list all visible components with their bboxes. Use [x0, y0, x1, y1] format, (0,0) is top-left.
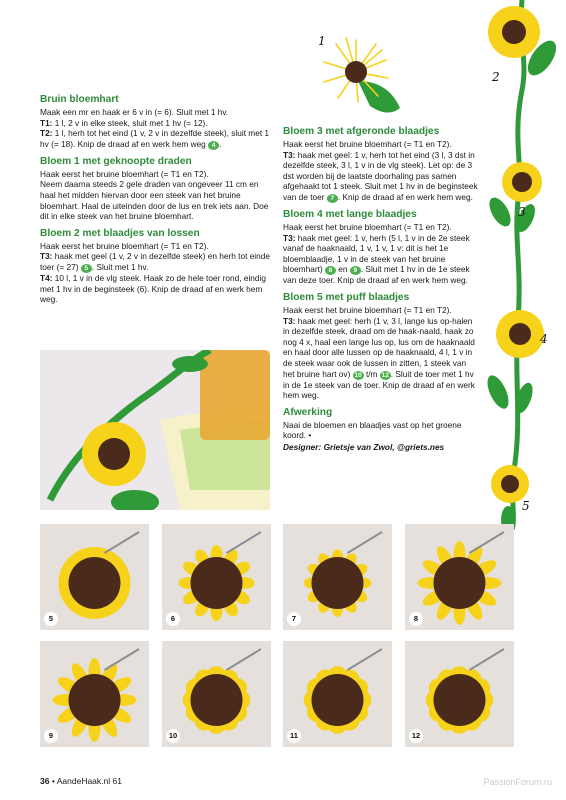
step-photo-number: 11 — [287, 729, 301, 743]
step-number-badge: 7 — [327, 194, 338, 203]
instruction-text: 10 l, 1 v in de vlg steek. Haak zo de hele toer rond, eindig met 1 hv in de beginsteek (6). Knip de draad af en werk hem weg. — [40, 272, 266, 305]
instruction-text: Neem daarna steeds 2 gele draden van ongeveer 11 cm en haal het midden hiervan door een steek van het bruine bloemhart. Haal de uiteinden door de lus en trek iets aan. Doe dit in elke steek van het bruine bloemhart. — [40, 179, 269, 222]
step-photo-number: 9 — [44, 729, 58, 743]
instruction-text: . Sluit de toer met 1 hv in de 1e steek van de toer. Knip de draad af en werk hem weg. — [283, 368, 475, 401]
instruction-text: t/m — [363, 368, 380, 379]
page-number: 36 — [40, 776, 50, 786]
instruction-line — [40, 179, 272, 221]
instruction-line — [283, 233, 479, 286]
pattern-section — [283, 126, 479, 203]
instruction-text: . Knip de draad af en werk hem weg. — [337, 191, 473, 202]
instruction-text: Haak eerst het bruine bloemhart (= T1 en T2). — [40, 240, 209, 251]
step-number-badge: 4 — [208, 141, 219, 150]
instruction-text: 1 l, 2 v in elke steek, sluit met 1 hv (= 12). — [52, 117, 208, 128]
instruction-line — [283, 139, 479, 150]
round-label: T3: — [40, 251, 53, 262]
pattern-section — [40, 228, 272, 305]
instruction-line — [40, 169, 272, 180]
designer-credit: Designer: Grietsje van Zwol, @griets.nes — [283, 441, 445, 452]
step-photo — [40, 641, 149, 747]
pattern-section — [283, 407, 479, 441]
step-photo-number: 7 — [287, 612, 301, 626]
step-number-badge: 9 — [350, 266, 361, 275]
footer-bullet: • — [51, 776, 55, 786]
section-title: Bloem 2 met blaadjes van lossen — [40, 227, 200, 239]
step-number-badge: 10 — [354, 371, 362, 379]
coaster-photo — [40, 350, 270, 510]
instruction-line — [40, 128, 272, 150]
instruction-line — [40, 273, 272, 305]
magazine-name: AandeHaak.nl 61 — [56, 776, 122, 786]
instruction-text: en — [335, 264, 350, 275]
watermark: PassionForum.ru — [483, 777, 552, 787]
round-label: T3: — [283, 315, 296, 326]
right-column — [283, 126, 479, 452]
round-label: T2: — [40, 128, 53, 139]
instruction-line — [283, 150, 479, 203]
instruction-text: . Sluit met 1 hv in de 1e steek van deze toer. Knip de draad af en werk hem weg. — [283, 264, 470, 286]
step-photo — [162, 641, 271, 747]
step-photo — [405, 524, 514, 630]
step-photo-number: 6 — [166, 612, 180, 626]
instruction-text: haak met geel: 1 v, herh (5 l, 1 v in de 2e steek vanaf de haaknaald, 1 v, 1 v, 1 v: dit is het 1e bloemblaadje, 1 v in de steek van het bruine bloemhart) — [283, 232, 470, 275]
instruction-line — [283, 222, 479, 233]
section-title: Bloem 1 met geknoopte draden — [40, 155, 192, 167]
instruction-line — [40, 241, 272, 252]
instruction-text: Haak eerst het bruine bloemhart (= T1 en T2). — [283, 304, 452, 315]
instruction-line — [283, 305, 479, 316]
round-label: T1: — [40, 117, 53, 128]
instruction-line — [40, 118, 272, 129]
round-label: T3: — [283, 149, 296, 160]
step-photo — [405, 641, 514, 747]
flower-number-4: 4 — [540, 332, 548, 346]
step-photo-number: 12 — [409, 729, 423, 743]
step-number-badge: 8 — [325, 266, 336, 275]
instruction-text: haak met geel: herh (1 v, 3 l, lange lus op-halen in dezelfde steek, draad om de haak-naald, haak zo nog 4 x, haal een lange lus op, lus om de haaknaald en haal door alle lussen op de haaknaald, 4 l, 1 v in de steek waar ook de lussen in zitten, 1 steek van het bruine hart ov) — [283, 315, 475, 379]
step-photo — [40, 524, 149, 630]
step-number-badge: 12 — [381, 371, 389, 379]
flower-1-photo — [318, 36, 408, 118]
step-photo-number: 5 — [44, 612, 58, 626]
flower-number-1: 1 — [318, 34, 326, 48]
instruction-text: 1 l, herh tot het eind (1 v, 2 v in dezelfde steek), sluit met 1 hv (= 18). Knip de draad af en werk hem weg — [40, 128, 270, 149]
pattern-section — [283, 209, 479, 286]
instruction-text: Haak eerst het bruine bloemhart (= T1 en T2). — [283, 221, 452, 232]
pattern-section — [283, 292, 479, 401]
page-footer — [40, 776, 122, 786]
round-label: T4: — [40, 272, 53, 283]
step-photo-number: 10 — [166, 729, 180, 743]
round-label: T3: — [283, 232, 296, 243]
instruction-text: Haak eerst het bruine bloemhart (= T1 en T2). — [283, 139, 452, 149]
instruction-line — [40, 251, 272, 273]
instruction-line — [40, 107, 272, 118]
section-title: Afwerking — [283, 406, 333, 418]
instruction-line — [283, 420, 479, 441]
step-photo — [283, 641, 392, 747]
instruction-text: haak met geel (1 v, 2 v in dezelfde steek) en herh tot einde toer (= 27) — [40, 251, 270, 272]
instruction-text: Haak eerst het bruine bloemhart (= T1 en T2). — [40, 168, 209, 179]
instruction-text: haak met geel: 1 v, herh tot het eind (3 l, 3 dst in dezelfde steek, 3 l, 1 v in de vlg steek). Let op: de 3 dst worden bij de laatste doorhaling pas samen afgehaakt tot 1 steek. Sluit met 1 hv in de beginsteek van de toer — [283, 149, 478, 202]
left-column — [40, 94, 272, 311]
pattern-section — [40, 156, 272, 222]
flower-number-5: 5 — [522, 499, 530, 513]
section-title: Bloem 3 met afgeronde blaadjes — [283, 126, 440, 137]
step-photo — [283, 524, 392, 630]
section-title: Bloem 4 met lange blaadjes — [283, 208, 417, 220]
step-photo — [162, 524, 271, 630]
section-title: Bruin bloemhart — [40, 94, 119, 105]
step-number-badge: 5 — [81, 264, 92, 273]
instruction-text: Maak een mr en haak er 6 v in (= 6). Sluit met 1 hv. — [40, 107, 229, 117]
instruction-text: . — [219, 138, 222, 149]
section-title: Bloem 5 met puff blaadjes — [283, 291, 410, 303]
pattern-section — [40, 94, 272, 150]
flower-number-3: 3 — [518, 205, 526, 219]
instruction-text: . Sluit met 1 hv. — [91, 261, 149, 272]
instruction-text: Naai de bloemen en blaadjes vast op het groene koord. • — [283, 419, 462, 441]
flower-number-2: 2 — [492, 70, 500, 84]
step-photo-number: 8 — [409, 612, 423, 626]
instruction-line — [283, 316, 479, 401]
